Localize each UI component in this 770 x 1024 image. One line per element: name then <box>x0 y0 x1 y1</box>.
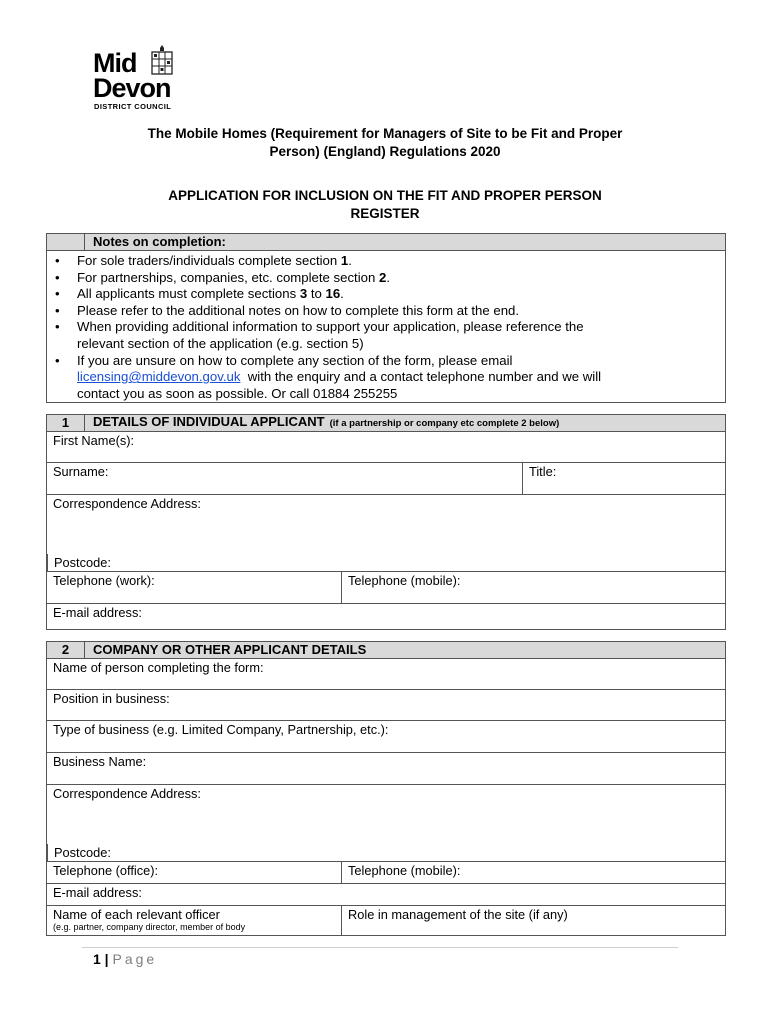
telephone-row <box>47 572 725 604</box>
company-telephone-mobile-field[interactable]: Telephone (mobile): <box>341 862 725 883</box>
note-bold: 1 <box>340 253 349 268</box>
notes-header <box>47 234 725 251</box>
business-type-field[interactable]: Type of business (e.g. Limited Company, Partnership, etc.): <box>53 722 389 737</box>
section-2-title: COMPANY OR OTHER APPLICANT DETAILS <box>93 642 367 657</box>
list-item <box>53 253 715 270</box>
logo-text-devon: Devon <box>93 73 171 103</box>
note-text: . <box>386 269 391 285</box>
business-type-row <box>47 721 725 753</box>
bullet-icon: • <box>55 269 60 285</box>
role-field[interactable]: Role in management of the site (if any) <box>341 906 725 936</box>
section-1-individual-applicant <box>46 414 726 630</box>
bullet-icon: • <box>55 352 60 368</box>
page-number: 1 <box>93 951 101 967</box>
bullet-icon: • <box>55 319 60 335</box>
notes-list <box>47 251 725 404</box>
logo-text-mid: Mid <box>93 48 137 78</box>
notes-heading: Notes on completion: <box>93 234 226 249</box>
list-item <box>53 319 715 352</box>
application-title-line1: APPLICATION FOR INCLUSION ON THE FIT AND PROPER PERSON <box>168 188 602 203</box>
name-completing-row <box>47 659 725 690</box>
regulations-title-line1: The Mobile Homes (Requirement for Managers of Site to be Fit and Proper <box>147 126 623 141</box>
surname-field[interactable]: Surname: <box>53 464 109 479</box>
postcode-field[interactable]: Postcode: <box>47 554 725 571</box>
officer-field[interactable] <box>47 906 341 936</box>
note-bold: 2 <box>379 269 387 285</box>
first-name-field[interactable]: First Name(s): <box>53 433 135 448</box>
company-address-field[interactable]: Correspondence Address: <box>53 786 201 801</box>
bullet-icon: • <box>55 253 60 268</box>
footer-separator: | <box>100 951 113 967</box>
note-text: All applicants must complete sections <box>77 286 300 302</box>
bullet-icon: • <box>55 302 60 318</box>
regulations-title-line2: Person) (England) Regulations 2020 <box>269 144 501 159</box>
officer-row <box>47 906 725 936</box>
section-1-title-text: DETAILS OF INDIVIDUAL APPLICANT <box>93 414 325 429</box>
note-text: Please refer to the additional notes on how to complete this form at the end. <box>77 302 520 318</box>
page-footer <box>93 950 157 968</box>
note-text: For partnerships, companies, etc. complete section <box>77 269 379 285</box>
note-text: relevant section of the application (e.g. section 5) <box>77 335 364 351</box>
note-text: For sole traders/individuals complete section <box>77 253 341 268</box>
note-bold: 3 <box>299 286 308 302</box>
company-email-field[interactable]: E-mail address: <box>53 885 142 900</box>
footer-divider <box>82 947 678 948</box>
application-title-line2: REGISTER <box>350 206 420 221</box>
company-telephone-row <box>47 862 725 884</box>
list-item <box>53 353 715 403</box>
first-name-row <box>47 432 725 463</box>
section-1-header <box>47 415 725 432</box>
address-row <box>47 495 725 572</box>
council-emblem-icon <box>149 44 175 76</box>
name-completing-field[interactable]: Name of person completing the form: <box>53 660 264 675</box>
address-field[interactable]: Correspondence Address: <box>53 496 201 511</box>
notes-section <box>46 233 726 403</box>
regulations-title <box>80 125 690 161</box>
list-item <box>53 270 715 287</box>
business-name-row <box>47 753 725 785</box>
note-bold: 16 <box>325 286 341 302</box>
notes-number-cell <box>47 234 85 250</box>
council-logo <box>93 42 193 112</box>
email-row <box>47 604 725 629</box>
bullet-icon: • <box>55 286 60 302</box>
section-1-title <box>85 414 559 432</box>
title-field[interactable]: Title: <box>522 463 725 494</box>
telephone-office-field[interactable]: Telephone (office): <box>53 863 159 878</box>
email-field[interactable]: E-mail address: <box>53 605 142 620</box>
section-2-number: 2 <box>47 642 85 658</box>
section-1-number: 1 <box>47 415 85 431</box>
company-email-row <box>47 884 725 906</box>
note-text: If you are unsure on how to complete any section of the form, please email <box>77 352 513 368</box>
officer-note: (e.g. partner, company director, member of body <box>53 922 246 932</box>
surname-row <box>47 463 725 495</box>
note-text: When providing additional information to support your application, please reference the <box>77 319 584 335</box>
licensing-email-link[interactable]: licensing@middevon.gov.uk <box>77 369 241 385</box>
section-1-note: (if a partnership or company etc complete 2 below) <box>329 418 560 429</box>
note-text: . <box>340 286 344 302</box>
note-text: with the enquiry and a contact telephone number and we will <box>240 369 602 385</box>
note-text: contact you as soon as possible. Or call 01884 255255 <box>77 385 398 401</box>
application-title <box>80 187 690 223</box>
business-name-field[interactable]: Business Name: <box>53 754 147 769</box>
position-field[interactable]: Position in business: <box>53 691 170 706</box>
telephone-work-field[interactable]: Telephone (work): <box>53 573 155 588</box>
telephone-mobile-field[interactable]: Telephone (mobile): <box>341 572 725 603</box>
list-item <box>53 303 715 320</box>
company-address-row <box>47 785 725 862</box>
list-item <box>53 286 715 303</box>
company-postcode-field[interactable]: Postcode: <box>47 844 725 861</box>
section-2-header <box>47 642 725 659</box>
position-row <box>47 690 725 721</box>
section-2-company-applicant <box>46 641 726 936</box>
page-word: Page <box>112 951 158 967</box>
note-text: to <box>307 286 326 302</box>
officer-label: Name of each relevant officer <box>53 907 220 922</box>
note-text: . <box>348 253 352 268</box>
logo-text-district-council: DISTRICT COUNCIL <box>94 102 172 111</box>
